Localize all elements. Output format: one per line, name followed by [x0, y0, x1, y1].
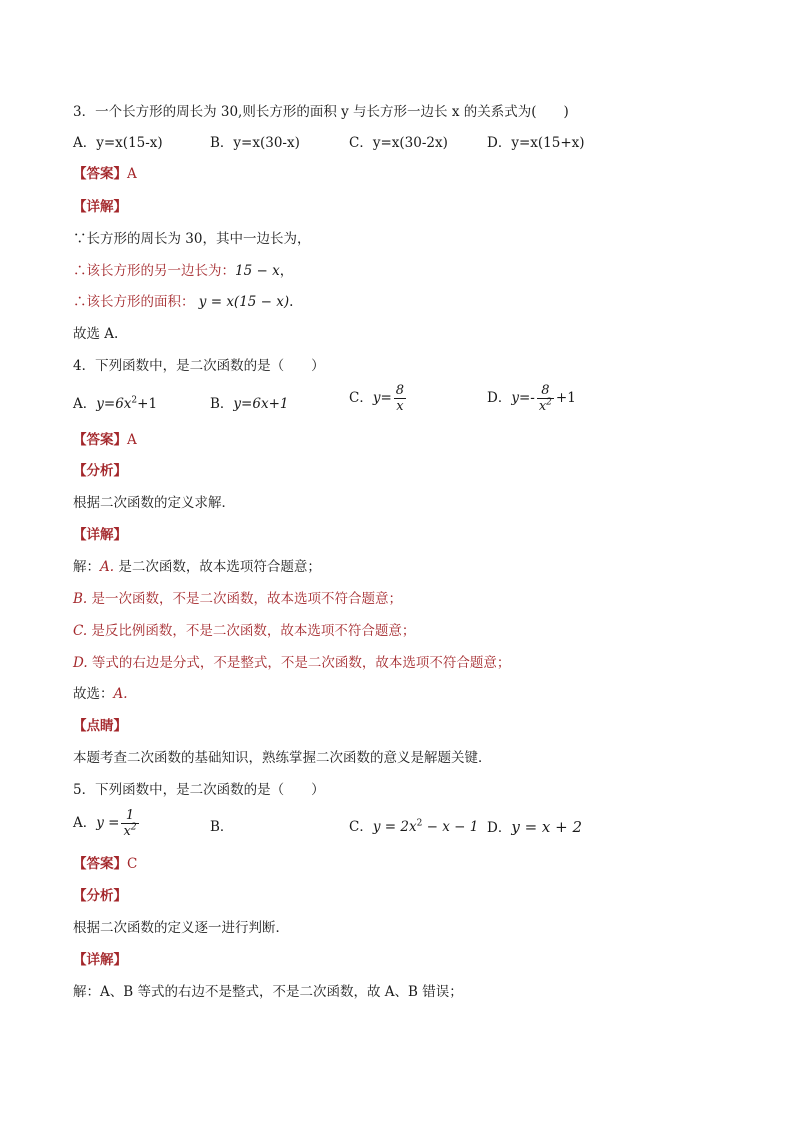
q4-detail-line-2: B. 是一次函数，不是二次函数，故本选项不符合题意；: [73, 591, 403, 607]
q5-option-c: C．$y = 2x^2 - x - 1$: [349, 818, 479, 835]
q4-analysis-tag: 【分析】: [73, 463, 127, 479]
q4-analysis: 根据二次函数的定义求解．: [73, 495, 235, 511]
q4-detail-line-4: D. 等式的右边是分式，不是整式，不是二次函数，故本选项不符合题意；: [73, 655, 511, 671]
q4-stem: 4．下列函数中，是二次函数的是（ ）: [73, 358, 325, 374]
q5-answer: 【答案】C: [73, 856, 138, 872]
q4-detail-line-1: 解：A. 是二次函数，故本选项符合题意；: [73, 559, 321, 575]
q4-comment: 本题考查二次函数的基础知识，熟练掌握二次函数的意义是解题关键．: [73, 750, 492, 766]
q5-detail-line-1: 解：A、B 等式的右边不是整式，不是二次函数，故 A、B 错误；: [73, 984, 463, 1000]
q3-detail-line-1: ∵长方形的周长为 30，其中一边长为，: [73, 231, 311, 247]
q5-stem: 5．下列函数中，是二次函数的是（ ）: [73, 782, 325, 798]
q4-option-d: D．y=- $\frac{8}{x^2}$ +1: [487, 383, 576, 414]
q4-detail-tag: 【详解】: [73, 527, 127, 543]
q3-stem: 3．一个长方形的周长为 30,则长方形的面积 y 与长方形一边长 x 的关系式为( ): [73, 104, 569, 120]
q4-answer: 【答案】A: [73, 432, 137, 448]
q3-detail-line-2: ∴该长方形的另一边长为：15 − x，: [73, 263, 294, 279]
answer-value: A: [127, 166, 137, 182]
q5-analysis-tag: 【分析】: [73, 888, 127, 904]
q5-option-d: D．y = x + 2: [487, 818, 583, 836]
q3-option-d: D．y=x(15+x): [487, 135, 585, 151]
q5-option-a: A．y = $\frac{1}{x^2}$: [73, 808, 137, 839]
q4-option-a: A．$y=6x^2+1$: [73, 395, 158, 412]
q3-option-c: C．y=x(30-2x): [349, 135, 448, 151]
q4-option-b: B．y=6x+1: [210, 396, 289, 412]
q3-option-a: A．y=x(15-x): [73, 135, 163, 151]
fraction: $\frac{8}{x}$: [395, 383, 405, 414]
q5-option-b: B．: [210, 819, 234, 835]
q3-answer: [73, 165, 137, 183]
q4-comment-tag: 【点睛】: [73, 718, 127, 734]
fraction: $\frac{1}{x^2}$: [123, 808, 137, 839]
answer-tag: 【答案】: [73, 166, 127, 182]
q4-conclusion: 故选：A.: [73, 686, 128, 702]
q3-detail-tag: 【详解】: [73, 199, 127, 215]
q4-detail-line-3: C. 是反比例函数，不是二次函数，故本选项不符合题意；: [73, 623, 416, 639]
q3-detail-line-3: ∴该长方形的面积： y = x(15 − x).: [73, 294, 294, 310]
q3-option-b: B．y=x(30-x): [210, 135, 300, 151]
q3-conclusion: 故选 A.: [73, 326, 119, 342]
fraction: $\frac{8}{x^2}$: [538, 383, 552, 414]
q5-detail-tag: 【详解】: [73, 952, 127, 968]
q5-analysis: 根据二次函数的定义逐一进行判断．: [73, 920, 289, 936]
q4-option-c: C．y= $\frac{8}{x}$: [349, 383, 405, 414]
